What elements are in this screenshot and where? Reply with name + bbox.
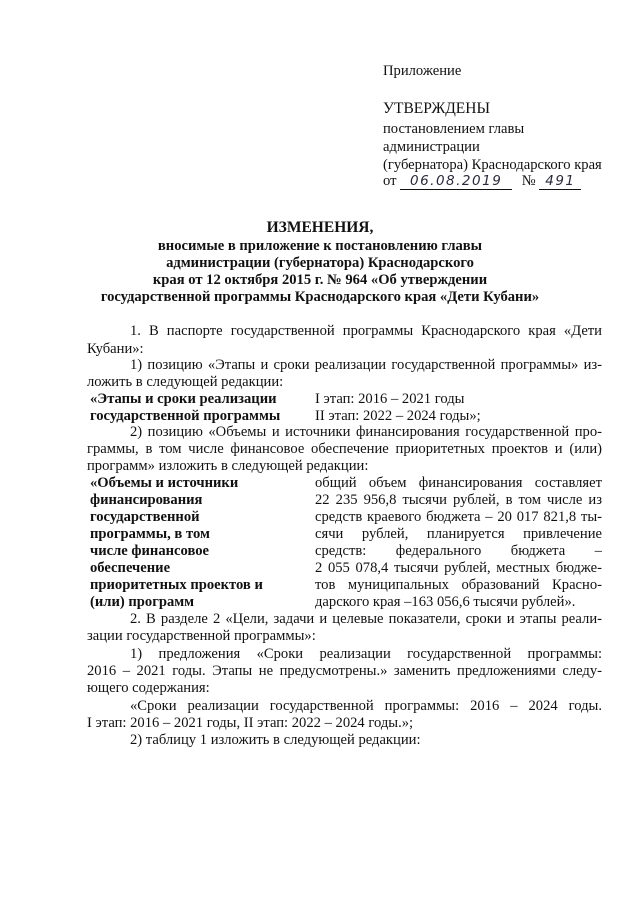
- p1-line-2: Кубани»:: [87, 341, 144, 357]
- doc-subtitle-3: края от 12 октября 2015 г. № 964 «Об утверждении: [152, 272, 488, 288]
- p1-line-1: 1. В паспорте государственной программы Краснодарского края «Дети: [130, 323, 602, 339]
- p1-2-line-2: граммы, в том числе финансовое обеспечение приоритетных проектов и (или): [87, 441, 602, 457]
- finance-value-2: 22 235 956,8 тысячи рублей, в том числе из: [315, 492, 602, 508]
- date-prefix: от: [383, 173, 397, 189]
- finance-value-4: сячи рублей, планируется привлечение: [315, 526, 602, 542]
- finance-label-7: приоритетных проектов и: [90, 577, 263, 593]
- doc-title: ИЗМЕНЕНИЯ,: [266, 219, 374, 236]
- finance-value-7: тов муниципальных образований Красно-: [315, 577, 602, 593]
- approved-label: УТВЕРЖДЕНЫ: [383, 100, 490, 117]
- approval-line-1: постановлением главы: [383, 121, 525, 137]
- finance-value-3: средств краевого бюджета – 20 017 821,8 ты-: [315, 509, 602, 525]
- appendix-label: Приложение: [383, 63, 462, 79]
- p2-quote-line-2: I этап: 2016 – 2021 годы, II этап: 2022 – 2024 годы.»;: [87, 715, 414, 731]
- approval-line-3: (губернатора) Краснодарского края: [383, 157, 602, 173]
- approval-date-line: [383, 172, 581, 190]
- p1-1-line-1: 1) позицию «Этапы и сроки реализации государственной программы» из-: [130, 357, 602, 373]
- finance-value-6: 2 055 078,4 тысячи рублей, местных бюдже-: [315, 560, 602, 576]
- approval-line-2: администрации: [383, 139, 480, 155]
- finance-label-1: «Объемы и источники: [90, 475, 239, 491]
- p2-line-2: зации государственной программы»:: [87, 628, 316, 644]
- stages-label-2: государственной программы: [90, 408, 281, 424]
- finance-label-5: числе финансовое: [90, 543, 210, 559]
- doc-subtitle-2: администрации (губернатора) Краснодарского: [166, 255, 474, 271]
- p1-1-line-2: ложить в следующей редакции:: [87, 374, 284, 390]
- finance-label-6: обеспечение: [90, 560, 171, 576]
- p2-1-line-1: 1) предложения «Сроки реализации государственной программы:: [130, 646, 602, 662]
- finance-label-4: программы, в том: [90, 526, 210, 542]
- finance-label-2: финансирования: [90, 492, 203, 508]
- p2-2-line: 2) таблицу 1 изложить в следующей редакции:: [130, 732, 421, 748]
- p2-1-line-2: 2016 – 2021 годы. Этапы не предусмотрены.» заменить предложениями следу-: [87, 663, 602, 679]
- p2-1-line-3: ющего содержания:: [87, 680, 210, 696]
- number-prefix: №: [521, 173, 536, 189]
- doc-subtitle-4: государственной программы Краснодарского края «Дети Кубани»: [100, 289, 540, 305]
- finance-label-8: (или) программ: [90, 594, 195, 610]
- finance-value-1: общий объем финансирования составляет: [315, 475, 602, 491]
- stages-label-1: «Этапы и сроки реализации: [90, 391, 277, 407]
- p2-quote-line-1: «Сроки реализации государственной программы: 2016 – 2024 годы.: [130, 698, 602, 714]
- finance-value-8: дарского края –163 056,6 тысячи рублей».: [315, 594, 576, 610]
- stages-value-2: II этап: 2022 – 2024 годы»;: [315, 408, 481, 424]
- handwritten-date: 06.08.2019: [400, 172, 512, 190]
- handwritten-number: 491: [539, 172, 581, 190]
- p2-line-1: 2. В разделе 2 «Цели, задачи и целевые показатели, сроки и этапы реали-: [130, 611, 602, 627]
- finance-value-5: средств: федерального бюджета –: [315, 543, 602, 559]
- stages-value-1: I этап: 2016 – 2021 годы: [315, 391, 465, 407]
- finance-label-3: государственной: [90, 509, 200, 525]
- p1-2-line-1: 2) позицию «Объемы и источники финансирования государственной про-: [130, 424, 602, 440]
- p1-2-line-3: программ» изложить в следующей редакции:: [87, 458, 369, 474]
- doc-subtitle-1: вносимые в приложение к постановлению главы: [157, 238, 483, 254]
